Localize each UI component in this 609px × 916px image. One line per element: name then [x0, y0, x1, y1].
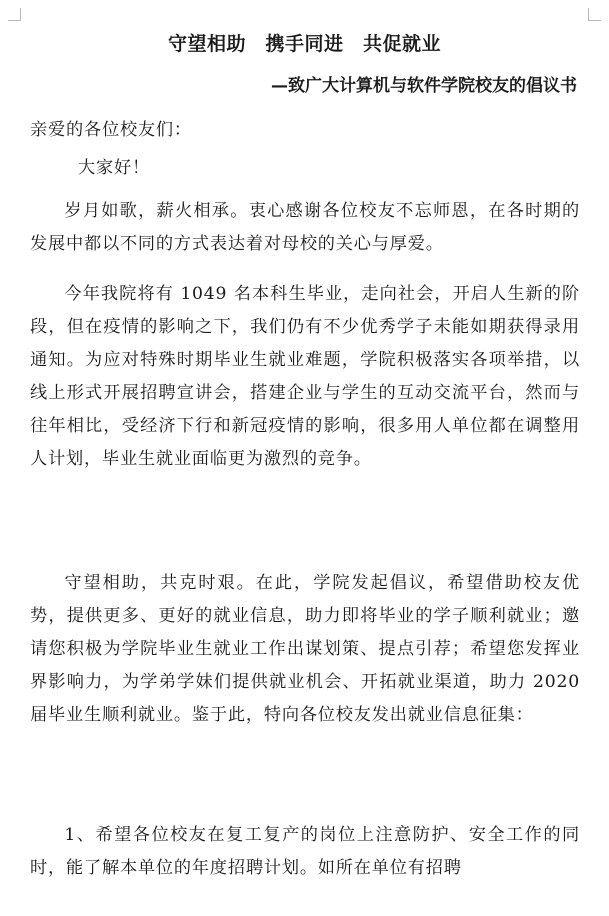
paragraph-graduates-situation: 今年我院将有 1049 名本科生毕业，走向社会，开启人生新的阶段，但在疫情的影响之下，我们仍有不少优秀学子未能如期获得录用通知。为应对特殊时期毕业生就业难题，学院积极落实各项举措，以线上形式开展招聘宣讲会，搭建企业与学生的互动交流平台，然而与往年相比，受经济下行和新冠疫情的影响，很多用人单位都在调整用人计划，毕业生就业面临更为激烈的竞争。 — [30, 284, 580, 469]
document-title: 守望相助 携手同进 共促就业 — [167, 33, 441, 55]
page-corner-mark-top-right — [588, 8, 601, 21]
document-subtitle: —致广大计算机与软件学院校友的倡议书 — [271, 76, 577, 96]
paragraph-gratitude: 岁月如歌，薪火相承。衷心感谢各位校友不忘师恩，在各时期的发展中都以不同的方式表达着对母校的关心与厚爱。 — [30, 201, 580, 254]
page-corner-mark-top-left — [8, 8, 21, 21]
paragraph-item-1: 1、希望各位校友在复工复产的岗位上注意防护、安全工作的同时，能了解本单位的年度招聘计划。如所在单位有招聘 — [30, 825, 580, 878]
paragraph-initiative: 守望相助，共克时艰。在此，学院发起倡议，希望借助校友优势，提供更多、更好的就业信息，助力即将毕业的学子顺利就业；邀请您积极为学院毕业生就业工作出谋划策、提点引荐；希望您发挥业界影响力，为学弟学妹们提供就业机会、开拓就业渠道，助力 2020 届毕业生顺利就业。鉴于此，特向各位校友发出就业信息征集： — [30, 573, 580, 725]
greeting: 大家好！ — [78, 158, 150, 178]
salutation: 亲爱的各位校友们： — [30, 120, 192, 140]
